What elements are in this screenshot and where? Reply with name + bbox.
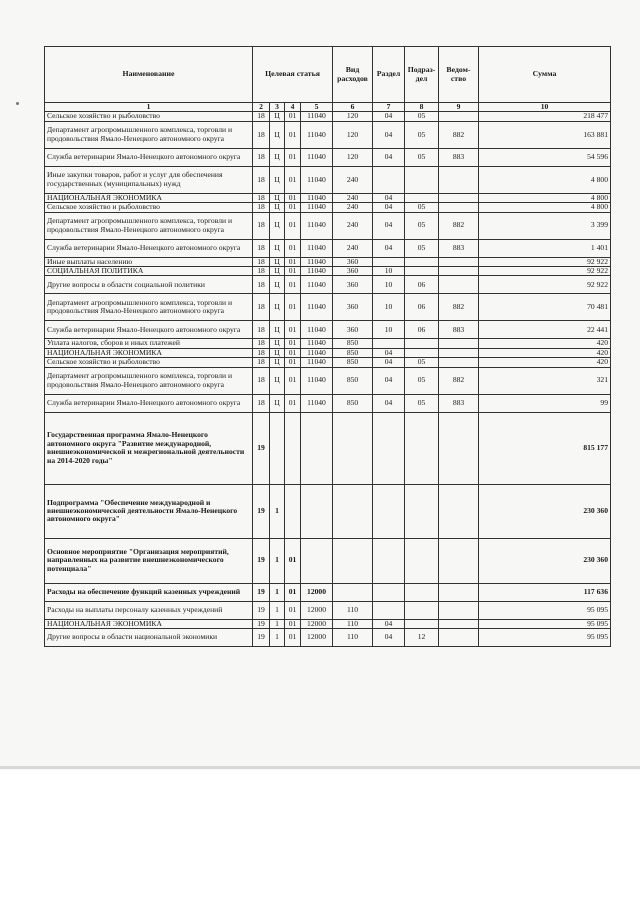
target-code-d: 12000 (301, 583, 333, 601)
subsection (405, 267, 439, 276)
section: 04 (373, 203, 405, 212)
subsection: 05 (405, 112, 439, 121)
section (373, 484, 405, 538)
row-name: Уплата налогов, сборов и иных платежей (45, 339, 253, 348)
target-code-b: Ц (270, 321, 285, 339)
target-code-a: 19 (253, 601, 270, 619)
row-name: Департамент агропромышленного комплекса, торговли и продовольствия Ямало-Ненецкого автономного округа (45, 212, 253, 239)
section: 04 (373, 239, 405, 257)
target-code-d: 11040 (301, 348, 333, 357)
target-code-a: 18 (253, 193, 270, 202)
department (439, 112, 479, 121)
row-name: Государственная программа Ямало-Ненецкого автономного округа "Развитие международной, внешнеэкономической и межрегиональной деятельности на 2014-2020 годы" (45, 412, 253, 484)
subsection: 05 (405, 212, 439, 239)
target-code-a: 18 (253, 321, 270, 339)
page-edge (0, 766, 640, 769)
col-number: 5 (301, 103, 333, 112)
target-code-c: 01 (285, 203, 301, 212)
expense-type: 850 (333, 348, 373, 357)
col-number: 7 (373, 103, 405, 112)
target-code-b: Ц (270, 166, 285, 193)
target-code-b: 1 (270, 583, 285, 601)
row-sum: 1 401 (479, 239, 611, 257)
target-code-d: 11040 (301, 121, 333, 148)
department (439, 257, 479, 266)
target-code-b: Ц (270, 112, 285, 121)
target-code-b: Ц (270, 239, 285, 257)
target-code-b: Ц (270, 276, 285, 294)
row-name: Сельское хозяйство и рыболовство (45, 112, 253, 121)
department (439, 358, 479, 367)
header-row (45, 47, 611, 103)
target-code-a: 18 (253, 239, 270, 257)
row-sum: 420 (479, 358, 611, 367)
section: 04 (373, 148, 405, 166)
table-row (45, 257, 611, 266)
expense-type: 360 (333, 267, 373, 276)
target-code-d (301, 412, 333, 484)
expense-type: 850 (333, 394, 373, 412)
col-number: 8 (405, 103, 439, 112)
subsection: 05 (405, 203, 439, 212)
target-code-c: 01 (285, 394, 301, 412)
target-code-d (301, 538, 333, 583)
section: 04 (373, 121, 405, 148)
table-row (45, 583, 611, 601)
target-code-a: 19 (253, 538, 270, 583)
target-code-b: Ц (270, 394, 285, 412)
section: 04 (373, 212, 405, 239)
target-code-a: 18 (253, 148, 270, 166)
table-row (45, 121, 611, 148)
department: 882 (439, 294, 479, 321)
row-name: Иные закупки товаров, работ и услуг для обеспечения государственных (муниципальных) нужд (45, 166, 253, 193)
target-code-d: 11040 (301, 257, 333, 266)
column-number-row (45, 103, 611, 112)
subsection: 05 (405, 394, 439, 412)
target-code-d: 11040 (301, 166, 333, 193)
expense-type: 360 (333, 257, 373, 266)
row-name: Другие вопросы в области социальной политики (45, 276, 253, 294)
section: 04 (373, 394, 405, 412)
target-code-c: 01 (285, 629, 301, 647)
target-code-c: 01 (285, 348, 301, 357)
section (373, 583, 405, 601)
row-name: Департамент агропромышленного комплекса, торговли и продовольствия Ямало-Ненецкого автономного округа (45, 294, 253, 321)
row-name: СОЦИАЛЬНАЯ ПОЛИТИКА (45, 267, 253, 276)
target-code-a: 18 (253, 112, 270, 121)
target-code-c: 01 (285, 367, 301, 394)
row-name: Расходы на выплаты персоналу казенных учреждений (45, 601, 253, 619)
row-name: НАЦИОНАЛЬНАЯ ЭКОНОМИКА (45, 348, 253, 357)
target-code-b: Ц (270, 267, 285, 276)
target-code-c: 01 (285, 583, 301, 601)
col-number: 2 (253, 103, 270, 112)
target-code-a: 18 (253, 348, 270, 357)
table-row (45, 348, 611, 357)
department (439, 276, 479, 294)
target-code-d: 11040 (301, 212, 333, 239)
row-sum: 321 (479, 367, 611, 394)
target-code-a: 19 (253, 412, 270, 484)
target-code-b: 1 (270, 629, 285, 647)
target-code-a: 19 (253, 619, 270, 628)
section: 10 (373, 276, 405, 294)
expense-type (333, 484, 373, 538)
expense-type (333, 538, 373, 583)
subsection (405, 412, 439, 484)
table-row (45, 193, 611, 202)
target-code-c: 01 (285, 601, 301, 619)
row-sum: 99 (479, 394, 611, 412)
subsection (405, 583, 439, 601)
target-code-b: 1 (270, 619, 285, 628)
subsection (405, 484, 439, 538)
row-sum: 54 596 (479, 148, 611, 166)
table-row (45, 367, 611, 394)
section: 10 (373, 294, 405, 321)
table-row (45, 267, 611, 276)
section: 10 (373, 267, 405, 276)
target-code-c: 01 (285, 358, 301, 367)
section (373, 166, 405, 193)
table-row (45, 148, 611, 166)
section (373, 601, 405, 619)
col-target-header: Целевая статья (253, 47, 333, 103)
row-name: Другие вопросы в области национальной экономики (45, 629, 253, 647)
table-row (45, 339, 611, 348)
table-row (45, 484, 611, 538)
expense-type: 240 (333, 212, 373, 239)
row-name: Сельское хозяйство и рыболовство (45, 358, 253, 367)
target-code-b: Ц (270, 212, 285, 239)
col-number: 4 (285, 103, 301, 112)
col-name-header: Наименование (45, 47, 253, 103)
row-name: Департамент агропромышленного комплекса, торговли и продовольствия Ямало-Ненецкого автономного округа (45, 367, 253, 394)
target-code-a: 18 (253, 121, 270, 148)
row-name: Сельское хозяйство и рыболовство (45, 203, 253, 212)
target-code-c: 01 (285, 538, 301, 583)
target-code-a: 18 (253, 203, 270, 212)
row-sum: 420 (479, 339, 611, 348)
row-name: Иные выплаты населению (45, 257, 253, 266)
department (439, 538, 479, 583)
target-code-c: 01 (285, 121, 301, 148)
target-code-d: 11040 (301, 339, 333, 348)
expense-type: 240 (333, 203, 373, 212)
target-code-d: 11040 (301, 239, 333, 257)
expense-type: 110 (333, 629, 373, 647)
col-number: 1 (45, 103, 253, 112)
col-number: 6 (333, 103, 373, 112)
row-name: Служба ветеринарии Ямало-Ненецкого автономного округа (45, 239, 253, 257)
subsection: 06 (405, 294, 439, 321)
department: 882 (439, 367, 479, 394)
subsection (405, 339, 439, 348)
expense-type: 850 (333, 367, 373, 394)
target-code-d (301, 484, 333, 538)
expense-type (333, 583, 373, 601)
target-code-c: 01 (285, 166, 301, 193)
target-code-b: Ц (270, 294, 285, 321)
department (439, 166, 479, 193)
col-dept-header: Ведом-ство (439, 47, 479, 103)
target-code-b: 1 (270, 538, 285, 583)
target-code-a: 18 (253, 166, 270, 193)
target-code-b (270, 412, 285, 484)
target-code-b: Ц (270, 193, 285, 202)
department: 883 (439, 321, 479, 339)
target-code-c: 01 (285, 212, 301, 239)
department (439, 629, 479, 647)
table-row (45, 394, 611, 412)
row-name: Расходы на обеспечение функций казенных учреждений (45, 583, 253, 601)
target-code-d: 11040 (301, 193, 333, 202)
row-sum: 95 095 (479, 619, 611, 628)
section: 04 (373, 358, 405, 367)
budget-table (44, 46, 611, 647)
table-row (45, 112, 611, 121)
target-code-c: 01 (285, 339, 301, 348)
target-code-d: 11040 (301, 294, 333, 321)
expense-type: 360 (333, 321, 373, 339)
row-sum: 218 477 (479, 112, 611, 121)
expense-type: 120 (333, 112, 373, 121)
department (439, 619, 479, 628)
department (439, 267, 479, 276)
row-sum: 815 177 (479, 412, 611, 484)
row-sum: 230 360 (479, 484, 611, 538)
target-code-c: 01 (285, 193, 301, 202)
section (373, 257, 405, 266)
department: 883 (439, 394, 479, 412)
table-row (45, 294, 611, 321)
row-sum: 92 922 (479, 257, 611, 266)
department (439, 348, 479, 357)
expense-type: 110 (333, 619, 373, 628)
target-code-a: 18 (253, 294, 270, 321)
subsection: 12 (405, 629, 439, 647)
row-sum: 4 800 (479, 166, 611, 193)
target-code-d: 11040 (301, 112, 333, 121)
target-code-b: Ц (270, 339, 285, 348)
target-code-c: 01 (285, 257, 301, 266)
col-number: 10 (479, 103, 611, 112)
section (373, 538, 405, 583)
scan-speck (16, 102, 19, 105)
section: 04 (373, 367, 405, 394)
row-name: Служба ветеринарии Ямало-Ненецкого автономного округа (45, 148, 253, 166)
target-code-a: 18 (253, 257, 270, 266)
col-number: 9 (439, 103, 479, 112)
row-name: Основное мероприятие "Организация мероприятий, направленных на развитие внешнеэкономического потенциала" (45, 538, 253, 583)
col-number: 3 (270, 103, 285, 112)
table-row (45, 212, 611, 239)
expense-type (333, 412, 373, 484)
row-name: Подпрограмма "Обеспечение международной и внешнеэкономической деятельности Ямало-Ненецкого автономного округа" (45, 484, 253, 538)
row-sum: 92 922 (479, 267, 611, 276)
subsection (405, 348, 439, 357)
target-code-c: 01 (285, 619, 301, 628)
department: 882 (439, 212, 479, 239)
table-row (45, 629, 611, 647)
target-code-d: 11040 (301, 321, 333, 339)
table-row (45, 166, 611, 193)
section: 10 (373, 321, 405, 339)
section: 04 (373, 629, 405, 647)
subsection (405, 601, 439, 619)
section (373, 339, 405, 348)
target-code-d: 11040 (301, 394, 333, 412)
row-name: Служба ветеринарии Ямало-Ненецкого автономного округа (45, 394, 253, 412)
department (439, 203, 479, 212)
target-code-d: 11040 (301, 148, 333, 166)
target-code-b: Ц (270, 358, 285, 367)
target-code-c: 01 (285, 148, 301, 166)
section: 04 (373, 193, 405, 202)
target-code-c: 01 (285, 239, 301, 257)
expense-type: 240 (333, 239, 373, 257)
target-code-b: Ц (270, 121, 285, 148)
target-code-a: 19 (253, 484, 270, 538)
section (373, 412, 405, 484)
row-sum: 3 399 (479, 212, 611, 239)
expense-type: 240 (333, 166, 373, 193)
target-code-d: 12000 (301, 601, 333, 619)
target-code-c: 01 (285, 267, 301, 276)
target-code-c (285, 412, 301, 484)
target-code-c: 01 (285, 294, 301, 321)
target-code-a: 19 (253, 583, 270, 601)
department (439, 484, 479, 538)
expense-type: 120 (333, 148, 373, 166)
expense-type: 360 (333, 294, 373, 321)
table-row (45, 412, 611, 484)
row-name: НАЦИОНАЛЬНАЯ ЭКОНОМИКА (45, 193, 253, 202)
subsection: 05 (405, 358, 439, 367)
row-sum: 4 800 (479, 203, 611, 212)
expense-type: 240 (333, 193, 373, 202)
target-code-d: 11040 (301, 203, 333, 212)
row-sum: 4 800 (479, 193, 611, 202)
table-row (45, 239, 611, 257)
target-code-c: 01 (285, 321, 301, 339)
section: 04 (373, 112, 405, 121)
target-code-d: 11040 (301, 367, 333, 394)
department: 882 (439, 121, 479, 148)
target-code-b: Ц (270, 203, 285, 212)
department (439, 412, 479, 484)
target-code-a: 18 (253, 394, 270, 412)
target-code-a: 18 (253, 267, 270, 276)
department (439, 583, 479, 601)
row-name: Департамент агропромышленного комплекса, торговли и продовольствия Ямало-Ненецкого автономного округа (45, 121, 253, 148)
target-code-a: 18 (253, 212, 270, 239)
target-code-b: Ц (270, 367, 285, 394)
expense-type: 850 (333, 339, 373, 348)
row-sum: 95 095 (479, 629, 611, 647)
row-sum: 117 636 (479, 583, 611, 601)
expense-type: 110 (333, 601, 373, 619)
subsection (405, 166, 439, 193)
target-code-a: 19 (253, 629, 270, 647)
subsection (405, 538, 439, 583)
target-code-d: 11040 (301, 276, 333, 294)
department: 883 (439, 239, 479, 257)
subsection (405, 257, 439, 266)
row-sum: 95 095 (479, 601, 611, 619)
table-row (45, 276, 611, 294)
department (439, 601, 479, 619)
target-code-b: 1 (270, 601, 285, 619)
subsection: 06 (405, 276, 439, 294)
subsection: 05 (405, 148, 439, 166)
subsection (405, 619, 439, 628)
department (439, 339, 479, 348)
target-code-b: Ц (270, 148, 285, 166)
section: 04 (373, 348, 405, 357)
target-code-d: 11040 (301, 358, 333, 367)
row-sum: 22 441 (479, 321, 611, 339)
col-section-header: Раздел (373, 47, 405, 103)
target-code-b: Ц (270, 257, 285, 266)
target-code-c (285, 484, 301, 538)
subsection (405, 193, 439, 202)
row-sum: 230 360 (479, 538, 611, 583)
department: 883 (439, 148, 479, 166)
col-exp-type-header: Вид расходов (333, 47, 373, 103)
row-sum: 163 881 (479, 121, 611, 148)
row-name: Служба ветеринарии Ямало-Ненецкого автономного округа (45, 321, 253, 339)
department (439, 193, 479, 202)
expense-type: 120 (333, 121, 373, 148)
table-row (45, 358, 611, 367)
target-code-a: 18 (253, 367, 270, 394)
expense-type: 360 (333, 276, 373, 294)
target-code-b: Ц (270, 348, 285, 357)
col-subsection-header: Подраз-дел (405, 47, 439, 103)
target-code-a: 18 (253, 358, 270, 367)
table-row (45, 601, 611, 619)
subsection: 06 (405, 321, 439, 339)
target-code-d: 12000 (301, 619, 333, 628)
table-row (45, 619, 611, 628)
row-name: НАЦИОНАЛЬНАЯ ЭКОНОМИКА (45, 619, 253, 628)
target-code-d: 11040 (301, 267, 333, 276)
subsection: 05 (405, 367, 439, 394)
target-code-a: 18 (253, 339, 270, 348)
target-code-a: 18 (253, 276, 270, 294)
target-code-d: 12000 (301, 629, 333, 647)
section: 04 (373, 619, 405, 628)
target-code-c: 01 (285, 112, 301, 121)
target-code-c: 01 (285, 276, 301, 294)
row-sum: 420 (479, 348, 611, 357)
target-code-b: 1 (270, 484, 285, 538)
table-row (45, 321, 611, 339)
table-row (45, 538, 611, 583)
table-row (45, 203, 611, 212)
row-sum: 92 922 (479, 276, 611, 294)
subsection: 05 (405, 239, 439, 257)
col-sum-header: Сумма (479, 47, 611, 103)
expense-type: 850 (333, 358, 373, 367)
subsection: 05 (405, 121, 439, 148)
row-sum: 70 481 (479, 294, 611, 321)
